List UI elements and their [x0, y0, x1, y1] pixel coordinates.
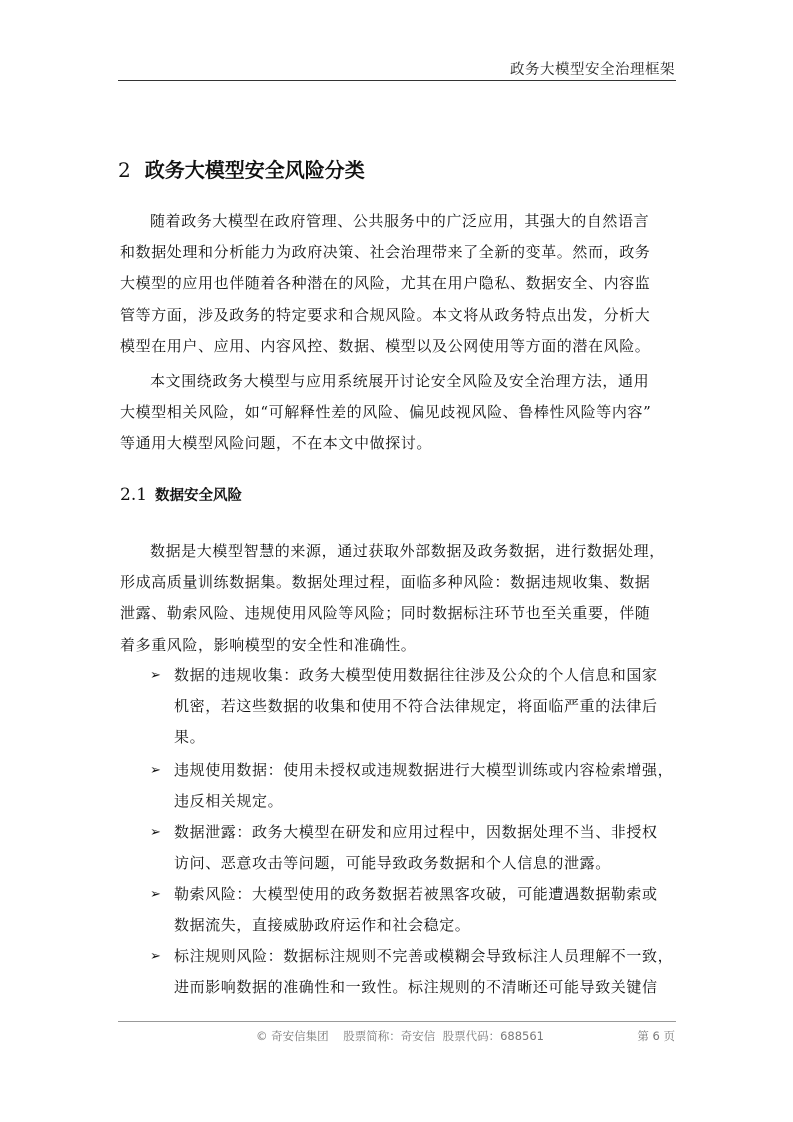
intro-paragraph-2 [120, 366, 676, 460]
text-line: 数据的违规收集：政务大模型使用数据往往涉及公众的个人信息和国家 [174, 666, 658, 684]
text-line: 大模型相关风险，如“可解释性差的风险、偏见歧视风险、鲁棒性风险等内容” [120, 403, 652, 422]
text-line: 本文围绕政务大模型与应用系统展开讨论安全风险及安全治理方法，通用 [150, 372, 650, 390]
footer-company: © 奇安信集团 [256, 1029, 329, 1043]
text-line: 泄露、勒索风险、违规使用风险等风险；同时数据标注环节也至关重要，伴随 [120, 604, 651, 623]
text-line: 勒索风险：大模型使用的政务数据若被黑客攻破，可能遭遇数据勒索或 [174, 885, 658, 903]
text-line: 违反相关规定。 [174, 792, 284, 811]
subsection-title: 数据安全风险 [155, 488, 243, 504]
bullet-item [150, 755, 678, 817]
text-line: 进而影响数据的准确性和一致性。标注规则的不清晰还可能导致关键信 [174, 978, 658, 997]
text-line: 违规使用数据：使用未授权或违规数据进行大模型训练或内容检索增强， [174, 761, 674, 779]
text-line: 管等方面，涉及政务的特定要求和合规风险。本文将从政务特点出发，分析大 [120, 305, 651, 324]
text-line: 形成高质量训练数据集。数据处理过程，面临多种风险：数据违规收集、数据 [120, 573, 651, 592]
footer-stock-name: 股票简称：奇安信 [343, 1029, 436, 1043]
text-line: 数据泄露：政务大模型在研发和应用过程中，因数据处理不当、非授权 [174, 823, 658, 841]
footer-info [256, 1028, 544, 1044]
text-line: 等通用大模型风险问题，不在本文中做探讨。 [120, 434, 433, 453]
intro-paragraph-1 [120, 206, 676, 362]
arrow-bullet-icon: ➢ [150, 825, 162, 840]
text-line: 着多重风险，影响模型的安全性和准确性。 [120, 635, 417, 654]
arrow-bullet-icon: ➢ [150, 887, 162, 902]
page-number: 第 6 页 [637, 1029, 675, 1043]
arrow-bullet-icon: ➢ [150, 949, 162, 964]
footer-divider [118, 1021, 676, 1022]
arrow-bullet-icon: ➢ [150, 763, 162, 778]
text-line: 模型在用户、应用、内容风控、数据、模型以及公网使用等方面的潜在风险。 [120, 336, 651, 355]
section-heading [118, 154, 365, 183]
arrow-bullet-icon: ➢ [150, 668, 162, 683]
bullet-item [150, 660, 678, 754]
subsection-paragraph [120, 536, 676, 661]
bullet-item [150, 879, 678, 941]
text-line: 访问、恶意攻击等问题，可能导致政务数据和个人信息的泄露。 [174, 854, 611, 873]
footer-stock-code: 股票代码：688561 [442, 1029, 544, 1043]
text-line: 机密，若这些数据的收集和使用不符合法律规定，将面临严重的法律后 [174, 697, 658, 716]
text-line: 数据是大模型智慧的来源，通过获取外部数据及政务数据，进行数据处理， [150, 542, 665, 560]
subsection-heading [120, 484, 242, 505]
text-line: 果。 [174, 728, 206, 747]
text-line: 数据流失，直接威胁政府运作和社会稳定。 [174, 916, 471, 935]
text-line: 和数据处理和分析能力为政府决策、社会治理带来了全新的变革。然而，政务 [120, 243, 651, 262]
header-divider [118, 80, 676, 81]
header-title: 政务大模型安全治理框架 [510, 62, 675, 78]
bullet-item [150, 817, 678, 879]
subsection-number: 2.1 [120, 485, 148, 505]
section-title: 政务大模型安全风险分类 [144, 158, 365, 182]
bullet-item [150, 941, 678, 1003]
text-line: 随着政务大模型在政府管理、公共服务中的广泛应用，其强大的自然语言 [150, 212, 650, 230]
text-line: 大模型的应用也伴随着各种潜在的风险，尤其在用户隐私、数据安全、内容监 [120, 274, 651, 293]
section-number: 2 [118, 158, 131, 182]
text-line: 标注规则风险：数据标注规则不完善或模糊会导致标注人员理解不一致， [174, 947, 674, 965]
